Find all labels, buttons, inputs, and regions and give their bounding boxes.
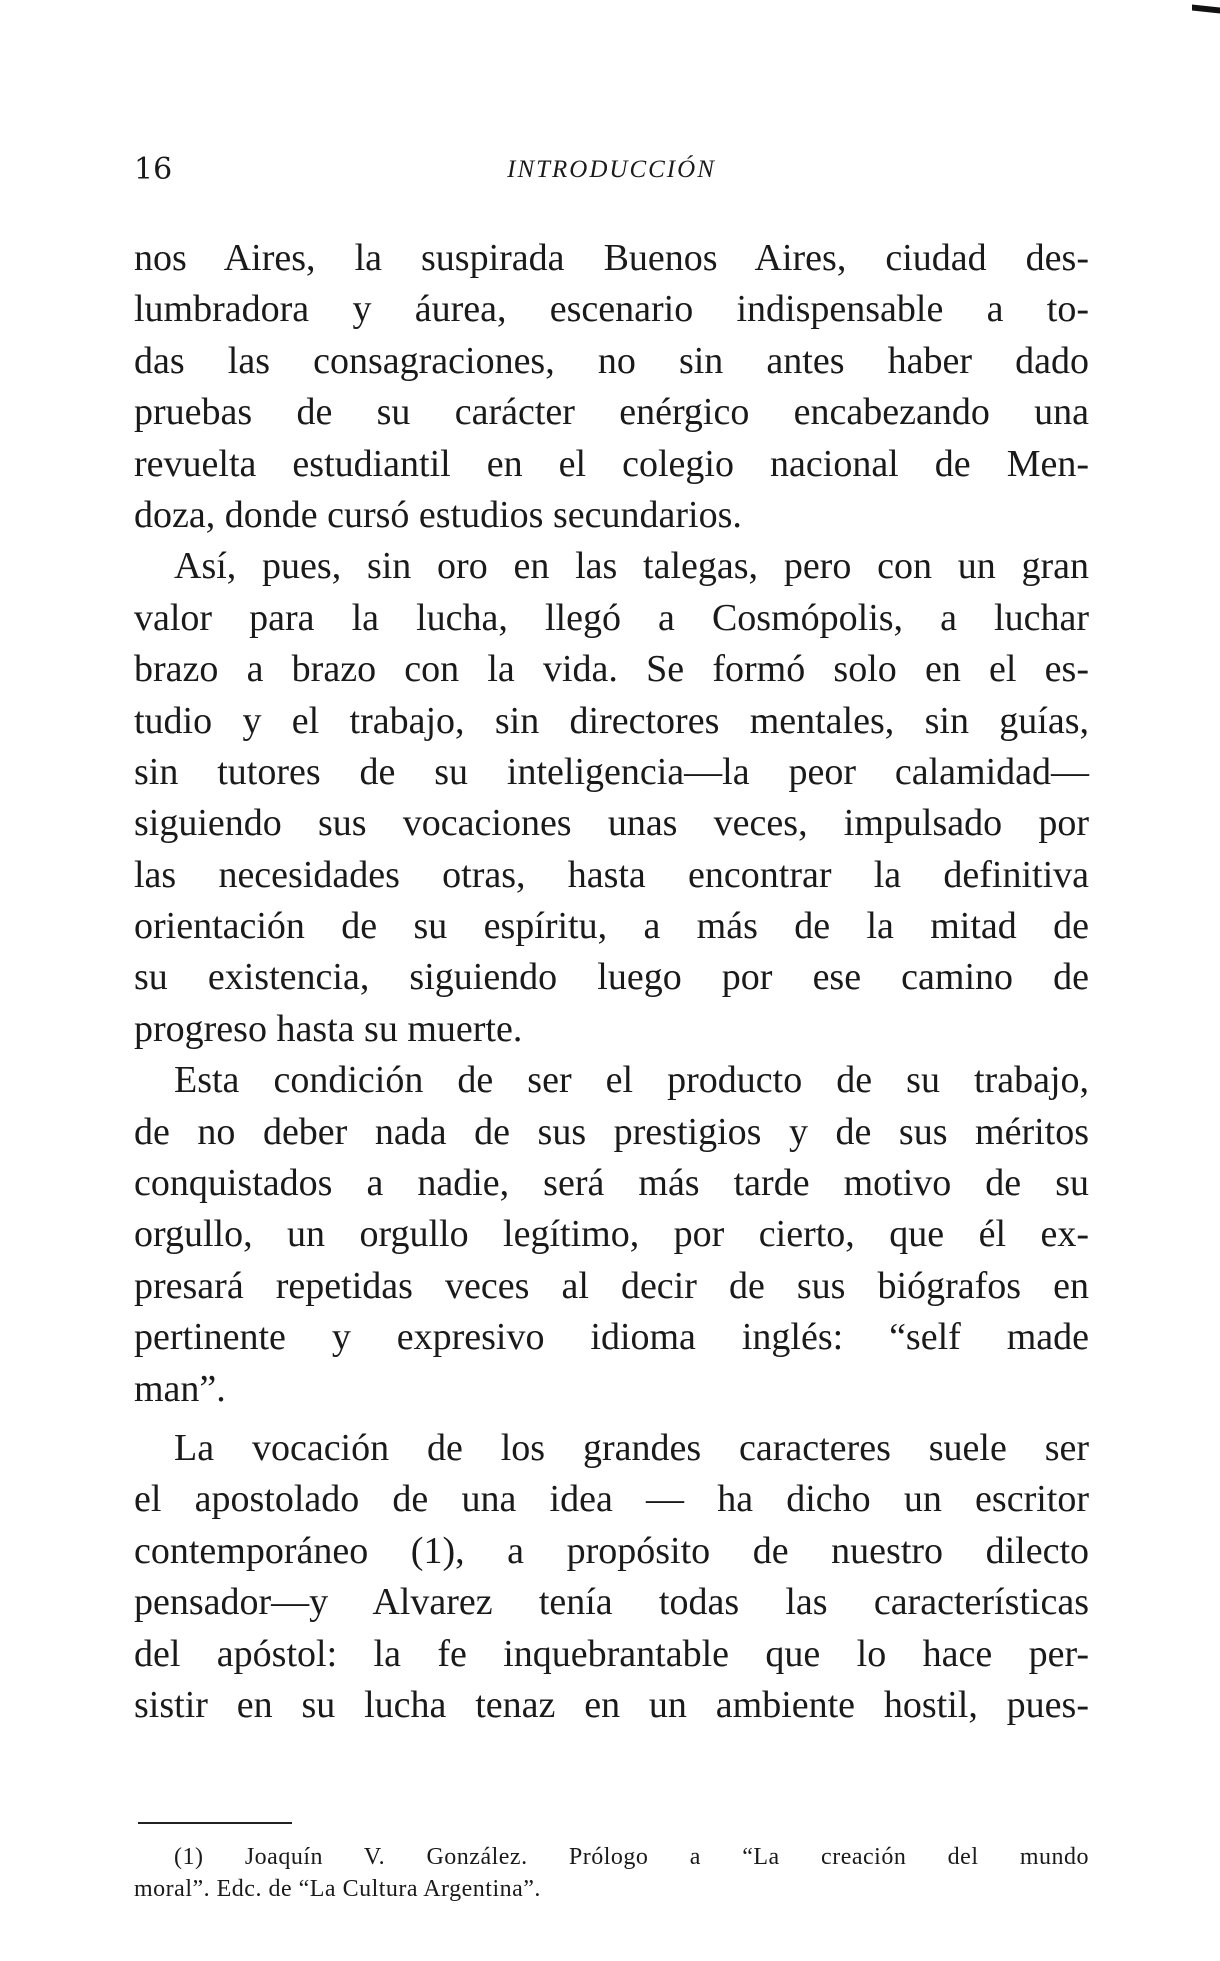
scan-corner-mark [1192,5,1220,14]
text-line: su existencia, siguiendo luego por ese camino de [134,956,1089,999]
footnote [134,1841,1089,1905]
footnote-line: moral”. Edc. de “La Cultura Argentina”. [134,1876,541,1902]
page-number: 16 [134,152,173,187]
text-line: del apóstol: la fe inquebrantable que lo hace per- [134,1632,1089,1675]
text-line: sistir en su lucha tenaz en un ambiente hostil, pues- [134,1683,1089,1726]
page-header [134,150,1089,190]
text-line: brazo a brazo con la vida. Se formó solo en el es- [134,648,1089,691]
body-text [134,233,1089,1731]
text-line: pertinente y expresivo idioma inglés: “self made [134,1316,1089,1359]
text-line: el apostolado de una idea — ha dicho un escritor [134,1478,1089,1521]
text-line: man”. [134,1367,226,1410]
text-line: las necesidades otras, hasta encontrar la definitiva [134,853,1089,896]
text-line: contemporáneo (1), a propósito de nuestro dilecto [134,1529,1089,1572]
footnote-line: (1) Joaquín V. González. Prólogo a “La creación del mundo [174,1844,1089,1870]
text-line: pensador—y Alvarez tenía todas las características [134,1581,1089,1624]
footnote-rule [138,1822,292,1824]
text-line: orgullo, un orgullo legítimo, por cierto, que él ex- [134,1213,1089,1256]
text-line: tudio y el trabajo, sin directores mentales, sin guías, [134,699,1089,742]
running-head: INTRODUCCIÓN [507,156,716,183]
paragraph-gap [134,1415,1089,1423]
text-line: sin tutores de su inteligencia—la peor calamidad— [134,750,1089,793]
text-line: progreso hasta su muerte. [134,1007,523,1050]
text-line: revuelta estudiantil en el colegio nacional de Men- [134,442,1089,485]
paragraph-start-line: La vocación de los grandes caracteres suele ser [174,1426,1089,1469]
text-line: das las consagraciones, no sin antes haber dado [134,339,1089,382]
text-line: doza, donde cursó estudios secundarios. [134,493,742,536]
text-line: orientación de su espíritu, a más de la mitad de [134,905,1089,948]
text-line: de no deber nada de sus prestigios y de sus méritos [134,1110,1089,1153]
text-line: siguiendo sus vocaciones unas veces, impulsado por [134,802,1089,845]
text-line: pruebas de su carácter enérgico encabezando una [134,391,1089,434]
text-line: valor para la lucha, llegó a Cosmópolis, a luchar [134,596,1089,639]
text-line: conquistados a nadie, será más tarde motivo de su [134,1162,1089,1205]
paragraph-start-line: Así, pues, sin oro en las talegas, pero con un gran [174,545,1089,588]
text-line: nos Aires, la suspirada Buenos Aires, ciudad des- [134,237,1089,279]
paragraph-start-line: Esta condición de ser el producto de su trabajo, [174,1059,1089,1102]
text-line: presará repetidas veces al decir de sus biógrafos en [134,1264,1089,1307]
text-line: lumbradora y áurea, escenario indispensable a to- [134,288,1089,331]
